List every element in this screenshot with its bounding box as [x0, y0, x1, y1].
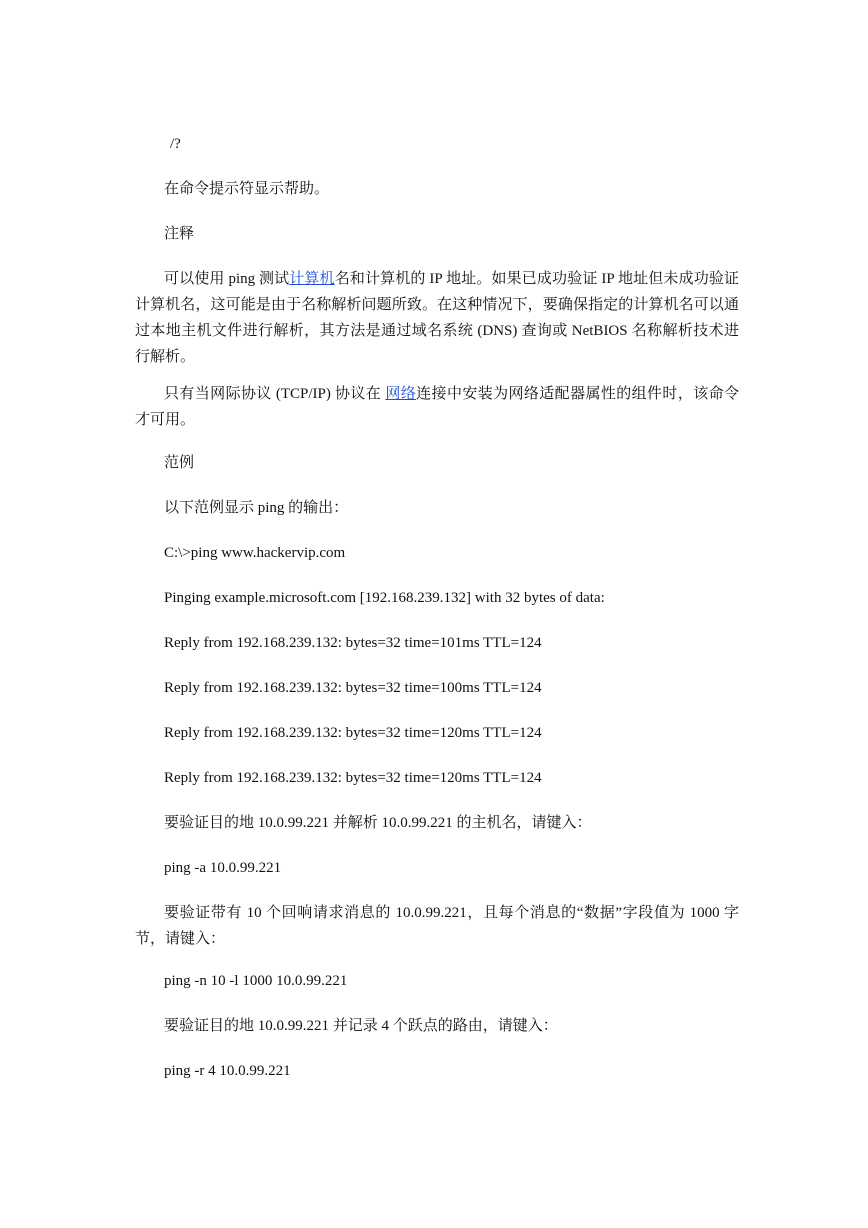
example-intro: 以下范例显示 ping 的输出：: [164, 500, 349, 516]
pinging-line: Pinging example.microsoft.com [192.168.239.132] with 32 bytes of data:: [164, 590, 605, 606]
note1-text-pre: 可以使用 ping 测试: [164, 271, 290, 287]
note-paragraph-1: [135, 266, 739, 370]
verify-count-text: 要验证带有 10 个回响请求消息的 10.0.99.221，且每个消息的“数据”字段值为 1000 字节，请键入：: [135, 905, 739, 947]
reply-line-2: Reply from 192.168.239.132: bytes=32 time=100ms TTL=124: [164, 680, 542, 696]
reply-line-4: Reply from 192.168.239.132: bytes=32 time=120ms TTL=124: [164, 770, 542, 786]
ping-n-command: ping -n 10 -l 1000 10.0.99.221: [164, 973, 348, 989]
ping-a-command: ping -a 10.0.99.221: [164, 860, 282, 876]
notes-heading: 注释: [164, 226, 195, 242]
help-description: 在命令提示符显示帮助。: [164, 181, 330, 197]
ping-command: C:\>ping www.hackervip.com: [164, 545, 346, 561]
reply-line-3: Reply from 192.168.239.132: bytes=32 time=120ms TTL=124: [164, 725, 542, 741]
ping-r-command: ping -r 4 10.0.99.221: [164, 1063, 291, 1079]
verify-route-text: 要验证目的地 10.0.99.221 并记录 4 个跃点的路由，请键入：: [164, 1018, 558, 1034]
reply-line-1: Reply from 192.168.239.132: bytes=32 time=101ms TTL=124: [164, 635, 542, 651]
note1-text-post: 名和计算机的 IP 地址。如果已成功验证 IP 地址但未成功验证计算机名，这可能是由于名称解析问题所致。在这种情况下，要确保指定的计算机名可以通过本地主机文件进行解析，其方法是通过域名系统 (DNS) 查询或 NetBIOS 名称解析技术进行解析。: [135, 271, 739, 365]
computer-link[interactable]: 计算机: [289, 271, 335, 287]
verify-resolve-text: 要验证目的地 10.0.99.221 并解析 10.0.99.221 的主机名，请键入：: [164, 815, 592, 831]
note2-text-pre: 只有当网际协议 (TCP/IP) 协议在: [164, 386, 386, 402]
help-switch: /?: [170, 136, 181, 152]
note-paragraph-2: [135, 381, 739, 433]
network-link[interactable]: 网络: [385, 386, 417, 402]
note2-text-post: 连接中安装为网络适配器属性的组件时，该命令才可用。: [135, 386, 739, 428]
examples-heading: 范例: [164, 455, 195, 471]
